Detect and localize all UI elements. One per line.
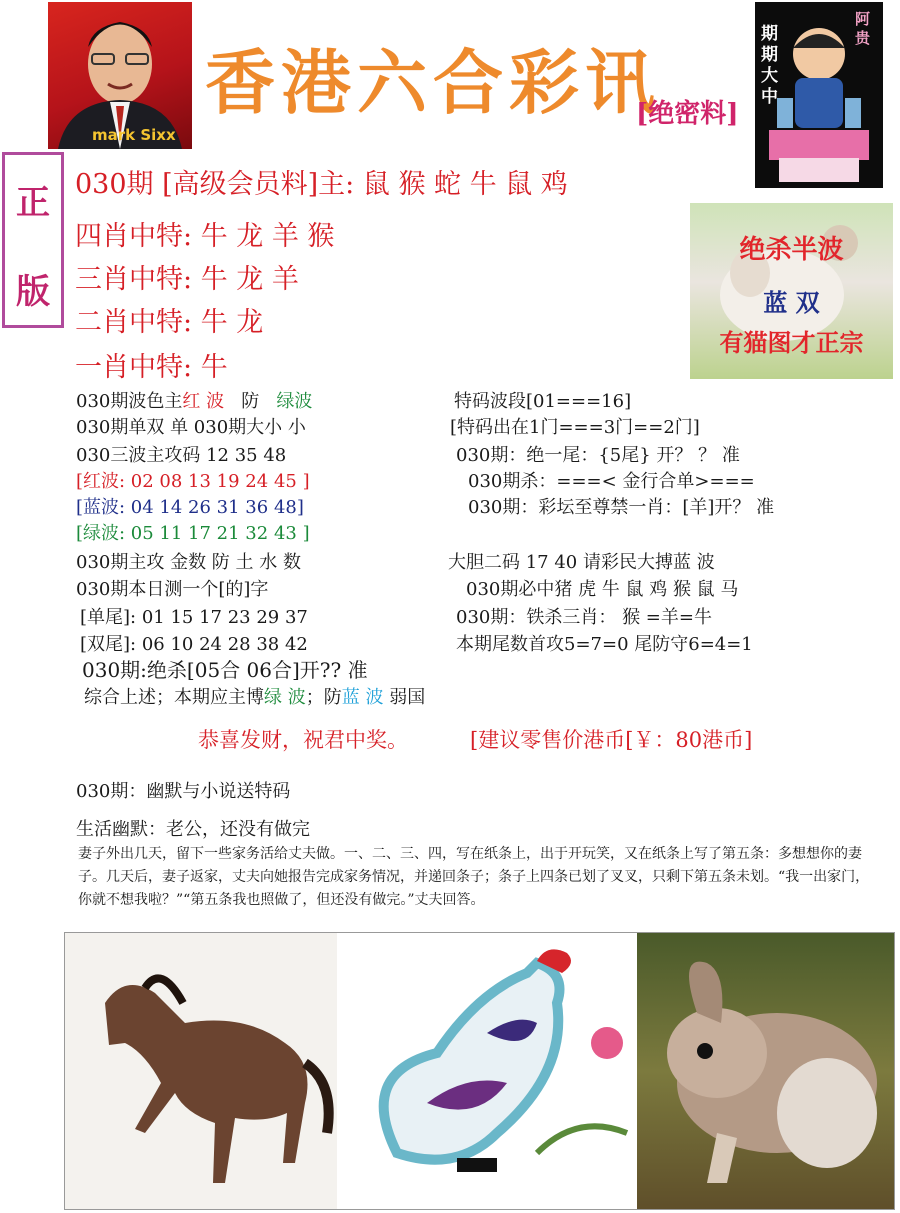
wave-main: 红 波	[182, 391, 225, 412]
summary-mid: ；防	[305, 687, 342, 708]
zodiac-image-strip	[64, 932, 895, 1210]
portrait-caption: mark Sixx	[92, 126, 176, 144]
authentic-badge	[2, 152, 64, 328]
three-zodiac-line: 三肖中特: 牛 龙 羊	[75, 264, 299, 295]
story-body: 妻子外出几天，留下一些家务活给丈夫做。一、二、三、四，写在纸条上，出于开玩笑，又在纸条上写了第五条：多想想你的妻子。几天后，妻子返家，丈夫向她报告完成家务情况，并递回条子；条子上四条已划了叉叉，只剩下第五条未划。“我一出家门，你就不想我啦？”“第五条我也照做了，但还没有做完。”丈夫回答。	[78, 846, 870, 908]
summary-line	[84, 688, 425, 708]
rabbit-image	[637, 933, 894, 1209]
single-tail-line: [单尾]: 01 15 17 23 29 37	[80, 607, 308, 628]
single-double-line: 030期单双 单 030期大小 小	[76, 417, 306, 438]
price-line: [建议零售价港币[￥：80港币]	[470, 728, 753, 752]
must-hit-line: 030期必中猪 虎 牛 鼠 鸡 猴 鼠 马	[466, 579, 739, 600]
kill-combo-line: 030期杀：===< 金行合单>===	[468, 471, 755, 492]
main-attack-line: 030期主攻 金数 防 土 水 数	[76, 552, 301, 573]
tail-one-line: 030期：绝一尾：{5尾} 开？ ？ 准	[456, 445, 740, 466]
cat-line-1: 绝杀半波	[739, 235, 844, 265]
cartoon-caption: 期期大中	[761, 24, 778, 107]
cat-line-2: 蓝 双	[763, 289, 820, 317]
daily-guess-line: 030期本日测一个[的]字	[76, 579, 269, 600]
bold-two-line: 大胆二码 17 40 请彩民大搏蓝 波	[448, 552, 715, 573]
page-subtitle: [绝密料]	[636, 99, 739, 129]
three-wave-line: 030三波主攻码 12 35 48	[76, 445, 287, 466]
summary-end: 弱国	[383, 687, 426, 708]
badge-char-1: 正	[16, 183, 50, 223]
one-zodiac-line: 一肖中特: 牛	[75, 352, 228, 383]
rooster-image	[337, 933, 637, 1209]
red-wave-line: [红波: 02 08 13 19 24 45 ]	[76, 471, 310, 492]
blue-wave-line: [蓝波: 04 14 26 31 36 48]	[76, 497, 304, 518]
green-wave-line: [绿波: 05 11 17 21 32 43 ]	[76, 523, 310, 544]
cartoon-badge: 阿贵	[855, 10, 871, 47]
special-range-line: 特码波段[01===16]	[454, 391, 632, 412]
two-zodiac-line: 二肖中特: 牛 龙	[75, 307, 264, 338]
four-zodiac-line: 四肖中特: 牛 龙 羊 猴	[75, 221, 335, 252]
cartoon-image	[755, 2, 883, 188]
congrats-wish: 恭喜发财，祝君中奖。	[198, 728, 408, 752]
cat-line-3: 有猫图才正宗	[719, 329, 864, 357]
wave-guard-label: 防	[241, 391, 260, 412]
horse-image	[65, 933, 337, 1209]
story-title: 生活幽默：老公，还没有做完	[76, 819, 310, 840]
wave-prefix: 030期波色主	[76, 391, 183, 412]
tail-attack-line: 本期尾数首攻5=7=0 尾防守6=4=1	[456, 634, 753, 655]
forbidden-line: 030期：彩坛至尊禁一肖：[羊]开？ 准	[468, 497, 775, 518]
host-portrait-image	[48, 2, 192, 149]
page-title: 香港六合彩讯	[205, 41, 661, 124]
wave-color-line	[76, 392, 312, 412]
kill-line: 030期:绝杀[05合 06合]开?? 准	[82, 658, 368, 682]
summary-blue: 蓝 波	[341, 687, 384, 708]
iron-kill-line: 030期：铁杀三肖： 猴 =羊=牛	[456, 607, 712, 628]
wave-guard: 绿波	[276, 391, 313, 412]
special-door-line: [特码出在1门===3门==2门]	[450, 417, 700, 438]
story-heading: 030期：幽默与小说送特码	[76, 781, 291, 802]
main-line-zodiac: 030期 [高级会员料]主: 鼠 猴 蛇 牛 鼠 鸡	[75, 169, 568, 200]
summary-prefix: 综合上述；本期应主博	[84, 687, 264, 708]
summary-green: 绿 波	[264, 687, 306, 708]
badge-char-2: 版	[16, 272, 50, 312]
cat-promo-box	[690, 203, 893, 379]
double-tail-line: [双尾]: 06 10 24 28 38 42	[80, 634, 308, 655]
